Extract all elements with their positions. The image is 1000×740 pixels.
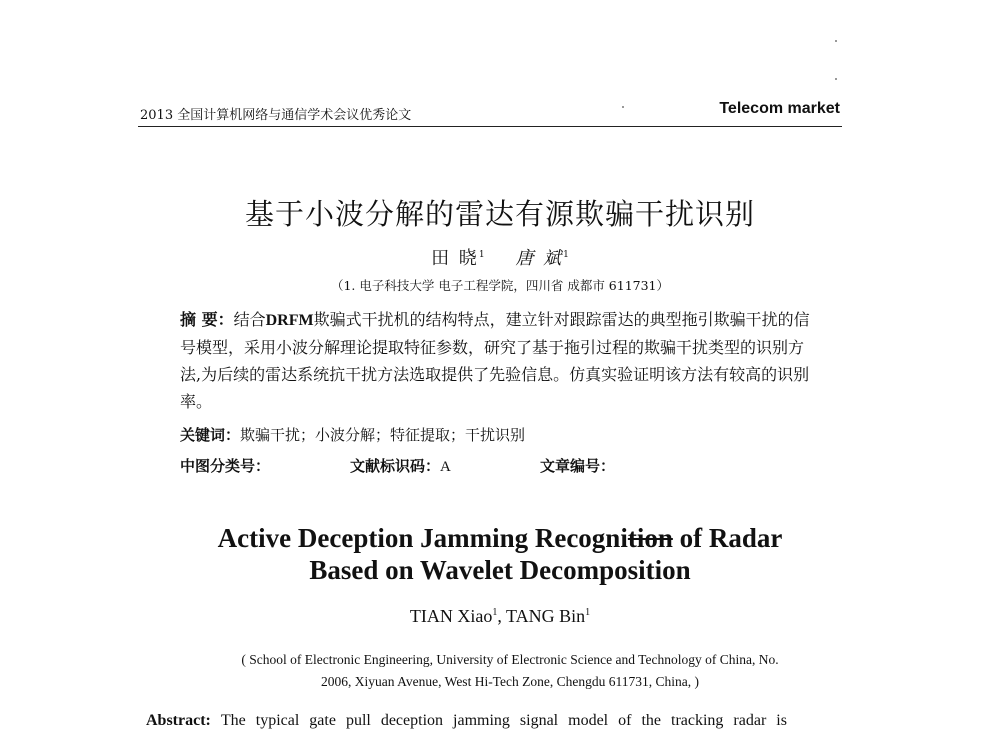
title-strikethrough: tion <box>627 523 673 553</box>
author-en-2-affil: 1 <box>585 607 591 618</box>
abstract-cn-text-a: 结合 <box>233 310 266 329</box>
scan-speck <box>835 78 837 80</box>
keywords-cn-text: 欺骗干扰；小波分解；特征提取；干扰识别 <box>240 426 526 444</box>
running-header-left: 2013 全国计算机网络与通信学术会议优秀论文 <box>140 108 412 123</box>
keywords-cn-label: 关键词： <box>180 426 241 444</box>
affiliation-en-line2: 2006, Xiyuan Avenue, West Hi-Tech Zone, Chengdu 611731, China, ) <box>321 674 699 689</box>
abstract-cn-text-b: 欺骗式干扰机的结构特点，建立针对跟踪雷达的典型拖引欺骗干扰的信号模型，采用小波分解理论提取特征参数，研究了基于拖引过程的欺骗干扰类型的识别方法,为后续的雷达系统抗干扰方法选取提供了先验信息。仿真实验证明该方法有较高的识别率。 <box>180 310 810 411</box>
author-cn-2-affil: 1 <box>563 250 569 260</box>
abstract-cn-label: 摘 要： <box>180 310 234 329</box>
author-cn-1-affil: 1 <box>478 250 485 260</box>
abstract-cn-drfm: DRFM <box>265 312 314 329</box>
affiliation-cn: （1. 电子科技大学 电子工程学院，四川省 成都市 611731） <box>330 278 670 293</box>
keywords-cn <box>180 424 525 445</box>
clc-label: 中图分类号： <box>180 457 271 475</box>
affiliation-en-line1: ( School of Electronic Engineering, University of Electronic Science and Technology of China, No. <box>241 652 779 667</box>
author-en-1-affil: 1 <box>492 607 498 618</box>
abstract-en-text: The typical gate pull deception jamming signal model of the tracking radar is <box>220 712 787 729</box>
running-header-journal: Telecom market <box>719 100 840 117</box>
paper-title-en-line1: Active Deception Jamming Recognition of Radar <box>217 523 783 553</box>
authors-cn <box>0 244 1000 270</box>
abstract-cn <box>180 306 820 415</box>
author-cn-1: 田 晓 <box>431 248 479 269</box>
scan-speck <box>622 106 624 108</box>
author-en-1: TIAN Xiao <box>409 606 493 626</box>
classification-line <box>180 455 820 476</box>
author-cn-2: 唐 斌 <box>515 248 564 269</box>
abstract-en-label: Abstract: <box>146 712 211 729</box>
authors-en: TIAN Xiao$^1$, TANG Bin$^1$ <box>409 606 591 626</box>
scan-speck <box>835 40 837 42</box>
paper-title-en-line2: Based on Wavelet Decomposition <box>309 555 691 585</box>
article-number-label: 文章编号： <box>540 457 616 475</box>
affiliation-en <box>180 649 840 693</box>
header-rule <box>138 126 842 127</box>
paper-title-cn: 基于小波分解的雷达有源欺骗干扰识别 <box>244 197 755 231</box>
doc-code <box>350 455 540 476</box>
doc-code-label: 文献标识码： <box>350 457 441 475</box>
author-en-2: TANG Bin <box>506 606 586 626</box>
paper-title-en <box>0 522 1000 586</box>
abstract-en <box>146 712 856 730</box>
doc-code-value: A <box>440 459 451 475</box>
